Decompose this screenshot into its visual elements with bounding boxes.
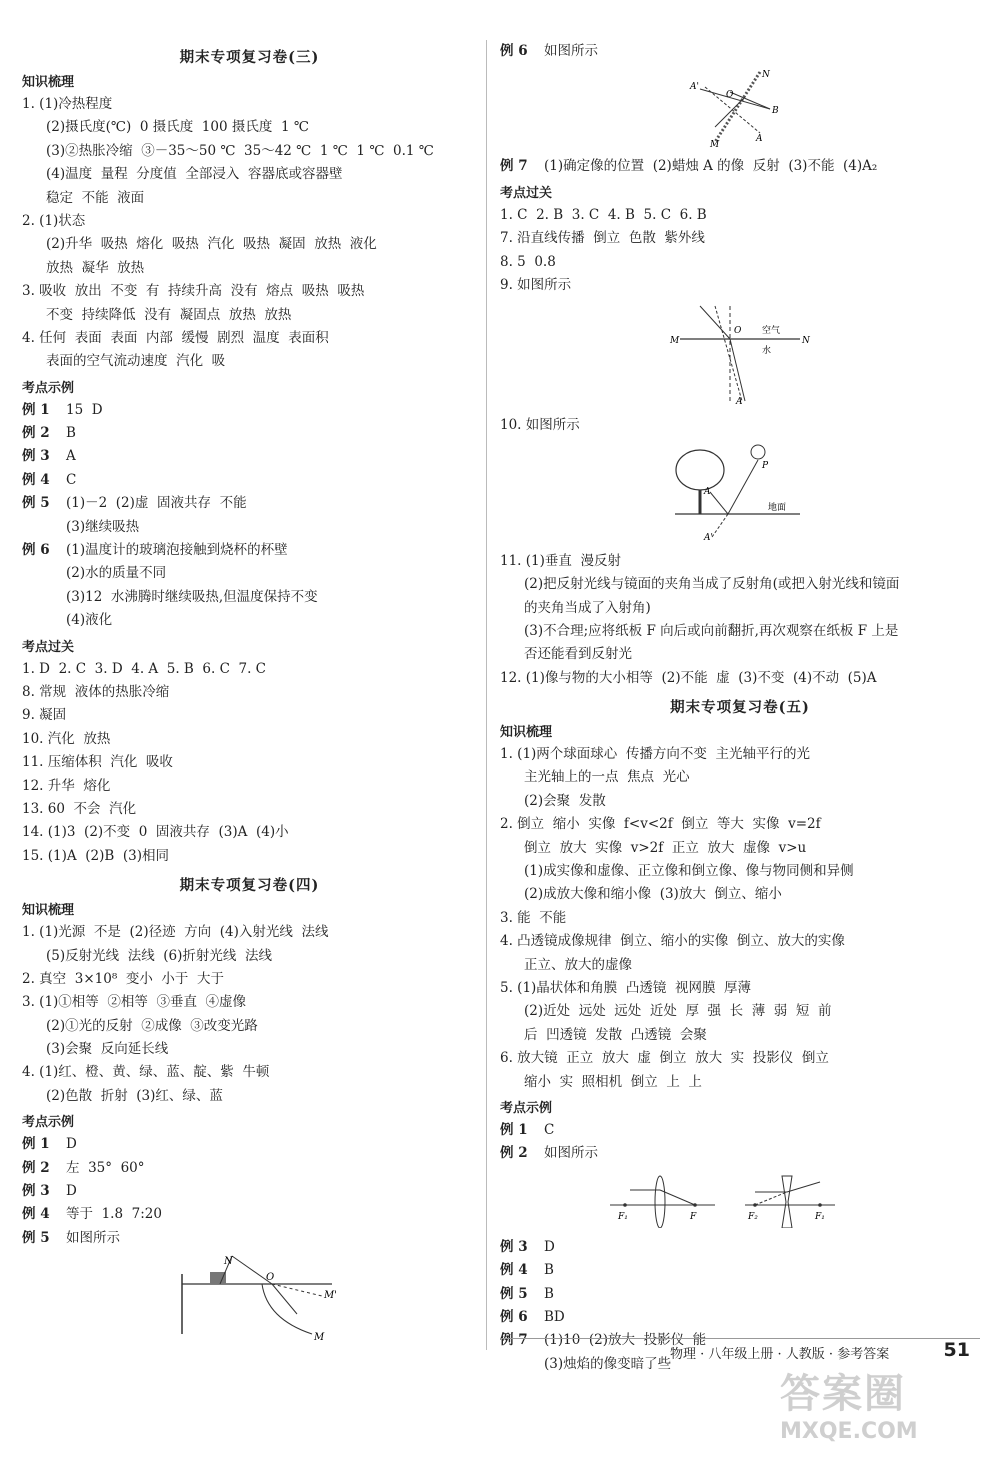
text-line: (2)会聚 发散 [524,792,606,809]
figure-label: F₁ [815,1211,825,1222]
text-line: (2)色散 折射 (3)红、绿、蓝 [46,1087,223,1104]
text-line: (2)成放大像和缩小像 (3)放大 倒立、缩小 [524,886,782,903]
example-answer: (3)继续吸热 [66,518,140,535]
text-line: 放热 凝华 放热 [46,259,145,276]
example-answer: 15 D [66,401,103,418]
example-label: 例 4 [500,1262,528,1279]
heading-examples: 考点示例 [500,1100,553,1116]
example-answer: A [66,448,76,465]
example-answer: (1)10 (2)放大 投影仪 能 [544,1332,707,1349]
text-line: (4)温度 量程 分度值 全部浸入 容器底或容器壁 [46,166,343,183]
text-line: 2. 真空 3×10⁸ 变小 小于 大于 [22,970,224,987]
example-label: 例 7 [500,158,528,175]
text-line: 9. 凝固 [22,707,67,724]
text-line: 1. (1)光源 不是 (2)径迹 方向 (4)入射光线 法线 [22,924,329,941]
figure-label: M' [324,1290,337,1302]
text-line: 4. 任何 表面 表面 内部 缓慢 剧烈 温度 表面积 [22,329,329,346]
text-line: 5. (1)晶状体和角膜 凸透镜 视网膜 厚薄 [500,979,752,996]
text-line: 3. 吸收 放出 不变 有 持续升高 没有 熔点 吸热 吸热 [22,283,365,300]
example-label: 例 5 [22,1229,50,1246]
example-label: 例 3 [22,1183,50,1200]
example-answer: C [66,471,77,488]
example-answer: D [544,1238,555,1255]
example-label: 例 2 [22,425,50,442]
figure-example5-reflection [22,1254,477,1344]
example-answer: B [544,1285,554,1302]
text-line: 2. 倒立 缩小 实像 f<v<2f 倒立 等大 实像 v=2f [500,816,821,833]
example-answer: (1)－2 (2)虚 固液共存 不能 [66,495,247,512]
example-label: 例 1 [22,401,50,418]
text-line: 否还能看到反射光 [524,646,632,663]
example-answer: D [66,1136,77,1153]
example-answer: C [544,1121,555,1138]
figure-q10-tree [500,442,980,542]
text-line: 4. (1)红、橙、黄、绿、蓝、靛、紫 牛顿 [22,1064,270,1081]
text-line: 表面的空气流动速度 汽化 吸 [46,353,226,370]
figure-label: B [772,106,779,117]
heading-knowledge: 知识梳理 [22,75,75,90]
text-line: 主光轴上的一点 焦点 光心 [524,769,690,786]
section-title-5: 期末专项复习卷(五) [670,699,810,717]
example-answer: (2)水的质量不同 [66,565,167,582]
left-column [22,40,477,1352]
text-line: 缩小 实 照相机 倒立 上 上 [524,1073,702,1090]
text-line: 3. 能 不能 [500,909,567,926]
text-line: (3)不合理;应将纸板 F 向后或向前翻折,再次观察在纸板 F 上是 [524,622,899,639]
text-line: (3)②热胀冷缩 ③－35～50 ℃ 35～42 ℃ 1 ℃ 1 ℃ 0.1 ℃ [46,142,434,159]
text-line: (5)反射光线 法线 (6)折射光线 法线 [46,947,272,964]
text-line: 12. (1)像与物的大小相等 (2)不能 虚 (3)不变 (4)不动 (5)A [500,669,877,686]
heading-examples: 考点示例 [22,380,75,396]
text-line: 14. (1)3 (2)不变 0 固液共存 (3)A (4)小 [22,824,289,841]
figure-label: A [736,397,743,407]
figure-label: A' [690,82,699,93]
heading-knowledge: 知识梳理 [22,903,75,919]
text-line: (3)会聚 反向延长线 [46,1041,169,1058]
example-label: 例 5 [500,1285,528,1302]
example-label: 例 5 [22,495,50,512]
text-line: 2. (1)状态 [22,212,86,229]
text-line: (1)成实像和虚像、正立像和倒立像、像与物同侧和异侧 [524,863,854,880]
figure-label: M [710,140,720,148]
figure-label: 水 [762,346,772,357]
example-label: 例 1 [500,1121,528,1138]
figure-label: 地面 [768,502,787,513]
example-answer: (1)确定像的位置 (2)蜡烛 A 的像 反射 (3)不能 (4)A₂ [544,158,878,175]
example-label: 例 6 [500,1308,528,1325]
text-line: (2)①光的反射 ②成像 ③改变光路 [46,1017,258,1034]
example-label: 例 6 [22,542,50,559]
heading-knowledge: 知识梳理 [500,725,553,741]
figure-label: 空气 [762,326,781,337]
heading-checkpoints: 考点过关 [22,639,75,655]
text-line: 11. 压缩体积 汽化 吸收 [22,754,173,771]
figure-label: O [734,326,742,337]
text-line: 10. 汽化 放热 [22,730,111,747]
text-line: 10. 如图所示 [500,417,580,434]
figure-label: P [762,460,769,471]
section-title-3: 期末专项复习卷(三) [179,49,320,66]
text-line: 1. D 2. C 3. D 4. A 5. B 6. C 7. C [22,660,267,677]
footer-text: 物理 · 八年级上册 · 人教版 · 参考答案 [670,1347,890,1362]
text-line: 8. 5 0.8 [500,253,556,270]
text-line: (2)摄氏度(℃) 0 摄氏度 100 摄氏度 1 ℃ [46,119,309,136]
text-line: 4. 凸透镜成像规律 倒立、缩小的实像 倒立、放大的实像 [500,933,845,950]
figure-label: A' [704,532,713,542]
figure-label: M [670,336,680,347]
text-line: 9. 如图所示 [500,276,572,293]
figure-label: F₂ [748,1211,758,1222]
example-answer: (1)温度计的玻璃泡接触到烧杯的杯壁 [66,542,288,559]
figure-example2-lenses [500,1170,980,1228]
figure-label: F [690,1211,697,1222]
text-line: 1. C 2. B 3. C 4. B 5. C 6. B [500,206,707,223]
example-label: 例 6 [500,43,528,59]
text-line: (2)近处 远处 远处 近处 厚 强 长 薄 弱 短 前 [524,1003,832,1020]
example-answer: B [66,425,76,442]
column-divider [486,40,487,1350]
right-column [500,40,980,1376]
example-label: 例 3 [500,1238,528,1255]
text-line: 稳定 不能 液面 [46,189,145,206]
figure-label: A [704,486,711,497]
text-line: (2)升华 吸热 熔化 吸热 汽化 吸热 凝固 放热 液化 [46,236,377,253]
text-line: 12. 升华 熔化 [22,777,111,794]
text-line: 的夹角当成了入射角) [524,599,651,616]
text-line: 7. 沿直线传播 倒立 色散 紫外线 [500,230,705,247]
figure-label: N [224,1256,233,1268]
text-line: 15. (1)A (2)B (3)相同 [22,847,169,864]
watermark-url: MXQE.COM [780,1419,918,1444]
text-line: 8. 常规 液体的热胀冷缩 [22,683,170,700]
text-line: (2)把反射光线与镜面的夹角当成了反射角(或把入射光线和镜面 [524,576,900,593]
figure-label: O [266,1272,275,1284]
example-answer: 如图所示 [544,1145,598,1162]
text-line: 不变 持续降低 没有 凝固点 放热 放热 [46,306,292,323]
watermark-logo [780,1362,990,1462]
figure-label: A [756,134,763,145]
text-line: 1. (1)两个球面球心 传播方向不变 主光轴平行的光 [500,746,810,763]
example-answer: 如图所示 [66,1229,120,1246]
example-answer: (3)12 水沸腾时继续吸热,但温度保持不变 [66,588,318,605]
example-label: 例 7 [500,1332,528,1349]
watermark-text: 答案圈 [780,1371,906,1417]
section-title-4: 期末专项复习卷(四) [179,877,320,895]
text-line: 6. 放大镜 正立 放大 虚 倒立 放大 实 投影仪 倒立 [500,1050,829,1067]
example-label: 例 4 [22,1206,50,1223]
figure-label: N [802,336,810,347]
figure-label: M [314,1332,325,1344]
text-line: 3. (1)①相等 ②相等 ③垂直 ④虚像 [22,994,247,1011]
example-label: 例 2 [500,1145,528,1162]
example-answer: 左 35° 60° [66,1159,145,1176]
figure-example6-mirror [500,67,980,147]
figure-label: F₁ [618,1211,628,1222]
figure-label: N [762,70,770,81]
text-line: 正立、放大的虚像 [524,956,632,973]
text-line: 13. 60 不会 汽化 [22,800,137,817]
figure-q9-refraction [500,301,980,406]
example-answer: 如图所示 [544,43,598,59]
heading-checkpoints: 考点过关 [500,185,553,201]
example-answer: BD [544,1308,565,1325]
text-line: 后 凹透镜 发散 凸透镜 会聚 [524,1026,707,1043]
figure-label: O [726,90,734,101]
example-answer: (4)液化 [66,612,113,629]
example-answer: D [66,1183,77,1200]
text-line: 倒立 放大 实像 v>2f 正立 放大 虚像 v>u [524,839,807,856]
example-answer: (3)烛焰的像变暗了些 [544,1355,672,1372]
example-label: 例 3 [22,448,50,465]
example-label: 例 2 [22,1159,50,1176]
text-line: 1. (1)冷热程度 [22,96,113,112]
example-answer: B [544,1262,554,1279]
page-number: 51 [943,1339,970,1361]
text-line: 11. (1)垂直 漫反射 [500,552,621,569]
example-label: 例 1 [22,1136,50,1153]
example-label: 例 4 [22,471,50,488]
example-answer: 等于 1.8 7:20 [66,1206,162,1223]
heading-examples: 考点示例 [22,1115,75,1131]
